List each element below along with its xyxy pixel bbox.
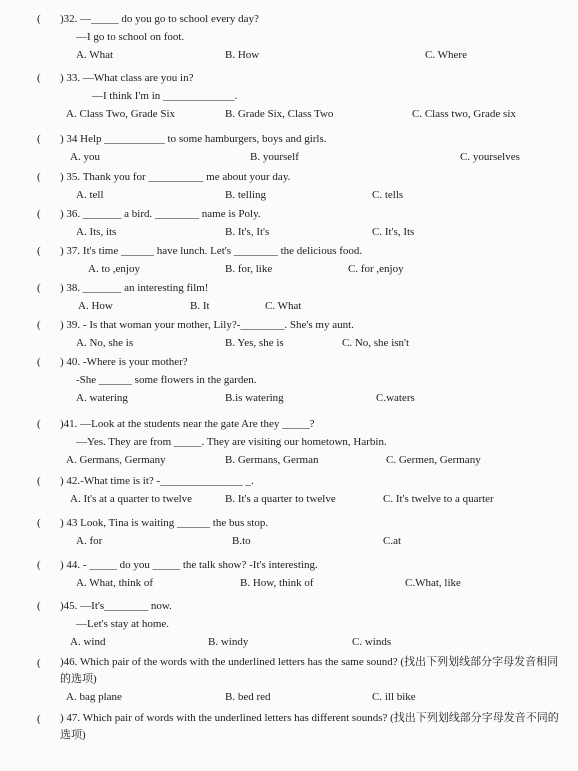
options-row (0, 451, 578, 469)
question-text: )46. Which pair of the words with the underlined letters has the same sound? (找出下列划线部分字母发音相同的选项) (60, 656, 559, 685)
question-text: )32. —_____ do you go to school every day? (60, 13, 259, 25)
question-q33 (0, 69, 578, 123)
option-a: A. Germans, Germany (66, 454, 166, 466)
answer-paren-open[interactable]: ( (37, 13, 41, 25)
option-c: C. Germen, Germany (386, 454, 481, 466)
option-b: B. yourself (250, 151, 299, 163)
question-text: -She ______ some flowers in the garden. (76, 374, 257, 386)
question-text: ) 47. Which pair of words with the underlined letters has different sounds? (找出下列划线部分字母发音不同的选项) (60, 712, 559, 741)
option-b: B. How (225, 49, 260, 61)
answer-paren-open[interactable]: ( (37, 418, 41, 430)
answer-paren-open[interactable]: ( (37, 245, 41, 257)
option-a: A. No, she is (76, 337, 134, 349)
option-b: B. Grade Six, Class Two (225, 108, 334, 120)
option-a: A. It's at a quarter to twelve (70, 493, 193, 505)
answer-paren-open[interactable]: ( (37, 72, 41, 84)
option-a: A. to ,enjoy (88, 263, 140, 275)
options-row (0, 46, 578, 64)
options-row (0, 297, 578, 315)
option-a: A. How (78, 300, 113, 312)
option-c: C. Class two, Grade six (412, 108, 516, 120)
question-q36 (0, 205, 578, 241)
question-q47 (0, 710, 578, 744)
options-row (0, 223, 578, 241)
question-text: ) 43 Look, Tina is waiting ______ the bus stop. (60, 517, 269, 529)
options-row (0, 574, 578, 592)
option-a: A. tell (76, 189, 104, 201)
question-stem (0, 10, 578, 28)
question-dialogue-line (0, 371, 578, 389)
options-row (0, 688, 578, 706)
option-a: A. What (76, 49, 114, 61)
option-c: C. for ,enjoy (348, 263, 404, 275)
question-text: ) 35. Thank you for __________ me about your day. (60, 171, 291, 183)
question-dialogue-line (0, 87, 578, 105)
answer-paren-open[interactable]: ( (37, 356, 41, 368)
question-stem (0, 654, 578, 688)
question-text: ) 42.-What time is it? -_______________ _. (60, 475, 254, 487)
option-a: A. Class Two, Grade Six (66, 108, 176, 120)
answer-paren-open[interactable]: ( (37, 559, 41, 571)
answer-paren-open[interactable]: ( (37, 713, 41, 725)
option-a: A. wind (70, 636, 106, 648)
answer-paren-open[interactable]: ( (37, 171, 41, 183)
question-q43 (0, 514, 578, 550)
option-b: B. bed red (225, 691, 271, 703)
question-stem (0, 472, 578, 490)
option-a: A. you (70, 151, 100, 163)
option-c: C. It's, Its (372, 226, 415, 238)
question-stem (0, 316, 578, 334)
question-stem (0, 168, 578, 186)
question-stem (0, 514, 578, 532)
option-c: C. tells (372, 189, 404, 201)
options-row (0, 633, 578, 651)
option-b: B. It (190, 300, 210, 312)
question-text: —Yes. They are from _____. They are visiting our hometown, Harbin. (76, 436, 387, 448)
answer-paren-open[interactable]: ( (37, 208, 41, 220)
question-q41 (0, 415, 578, 469)
options-row (0, 148, 578, 166)
answer-paren-open[interactable]: ( (37, 475, 41, 487)
option-b: B. It's a quarter to twelve (225, 493, 336, 505)
question-text: —Let's stay at home. (76, 618, 170, 630)
option-b: B. for, like (225, 263, 273, 275)
question-dialogue-line (0, 28, 578, 46)
question-stem (0, 279, 578, 297)
question-stem (0, 710, 578, 744)
question-text: ) 36. _______ a bird. ________ name is Poly. (60, 208, 261, 220)
question-text: ) 39. - Is that woman your mother, Lily?-________. She's my aunt. (60, 319, 354, 331)
option-a: A. What, think of (76, 577, 154, 589)
question-stem (0, 205, 578, 223)
question-stem (0, 69, 578, 87)
answer-paren-open[interactable]: ( (37, 319, 41, 331)
question-text: )45. —It's________ now. (60, 600, 172, 612)
question-q32 (0, 10, 578, 64)
option-c: C. It's twelve to a quarter (383, 493, 494, 505)
question-q39 (0, 316, 578, 352)
option-b: B. How, think of (240, 577, 314, 589)
options-row (0, 334, 578, 352)
question-stem (0, 597, 578, 615)
question-stem (0, 556, 578, 574)
question-text: —I think I'm in _____________. (92, 90, 238, 102)
question-dialogue-line (0, 615, 578, 633)
option-a: A. for (76, 535, 103, 547)
answer-paren-open[interactable]: ( (37, 133, 41, 145)
options-row (0, 532, 578, 550)
question-q44 (0, 556, 578, 592)
question-text: ) 38. _______ an interesting film! (60, 282, 209, 294)
option-c: C. yourselves (460, 151, 520, 163)
question-text: ) 37. It's time ______ have lunch. Let's ________ the delicious food. (60, 245, 363, 257)
options-row (0, 186, 578, 204)
option-c: C.waters (376, 392, 415, 404)
option-b: B.to (232, 535, 251, 547)
question-stem (0, 130, 578, 148)
answer-paren-open[interactable]: ( (37, 282, 41, 294)
option-b: B. It's, It's (225, 226, 270, 238)
question-text: —I go to school on foot. (76, 31, 185, 43)
question-q37 (0, 242, 578, 278)
question-text: ) 44. - _____ do you _____ the talk show? -It's interesting. (60, 559, 318, 571)
option-c: C.at (383, 535, 402, 547)
option-b: B. Yes, she is (225, 337, 284, 349)
answer-paren-open[interactable]: ( (37, 600, 41, 612)
option-a: A. Its, its (76, 226, 117, 238)
question-dialogue-line (0, 433, 578, 451)
question-q46 (0, 654, 578, 706)
question-q35 (0, 168, 578, 204)
question-q42 (0, 472, 578, 508)
question-text: ) 40. -Where is your mother? (60, 356, 188, 368)
question-q38 (0, 279, 578, 315)
answer-paren-open[interactable]: ( (37, 517, 41, 529)
option-b: B.is watering (225, 392, 284, 404)
option-b: B. Germans, German (225, 454, 319, 466)
options-row (0, 490, 578, 508)
option-c: C. What (265, 300, 302, 312)
question-text: )41. —Look at the students near the gate Are they _____? (60, 418, 315, 430)
options-row (0, 105, 578, 123)
question-stem (0, 242, 578, 260)
options-row (0, 260, 578, 278)
option-b: B. windy (208, 636, 249, 648)
option-b: B. telling (225, 189, 266, 201)
question-q34 (0, 130, 578, 166)
options-row (0, 389, 578, 407)
question-stem (0, 415, 578, 433)
option-c: C. No, she isn't (342, 337, 410, 349)
option-a: A. watering (76, 392, 128, 404)
question-stem (0, 353, 578, 371)
option-a: A. bag plane (66, 691, 122, 703)
answer-paren-open[interactable]: ( (37, 657, 41, 669)
option-c: C. Where (425, 49, 467, 61)
question-q40 (0, 353, 578, 407)
option-c: C. winds (352, 636, 392, 648)
question-text: ) 34 Help ___________ to some hamburgers, boys and girls. (60, 133, 327, 145)
question-q45 (0, 597, 578, 651)
option-c: C. ill bike (372, 691, 416, 703)
option-c: C.What, like (405, 577, 461, 589)
question-text: ) 33. —What class are you in? (60, 72, 194, 84)
